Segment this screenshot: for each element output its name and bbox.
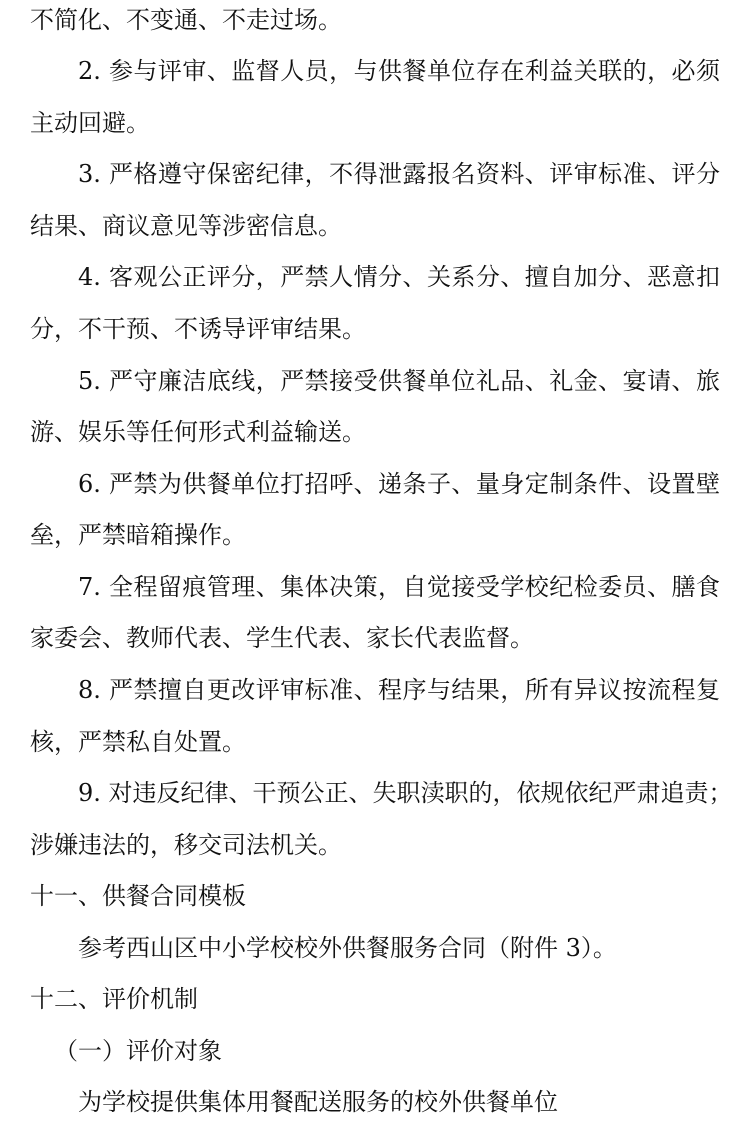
section-11-heading: 十一、供餐合同模板 (30, 882, 246, 910)
item-2-line-2: 主动回避。 (30, 109, 150, 137)
item-2-line-1: 2. 参与评审、监督人员，与供餐单位存在利益关联的，必须 (78, 57, 720, 85)
item-5-line-2: 游、娱乐等任何形式利益输送。 (30, 418, 366, 446)
section-12-heading: 十二、评价机制 (30, 985, 198, 1013)
item-9-line-2: 涉嫌违法的，移交司法机关。 (30, 831, 342, 859)
item-8-line-1: 8. 严禁擅自更改评审标准、程序与结果，所有异议按流程复 (78, 676, 720, 704)
section-12-subheading: （一）评价对象 (54, 1037, 222, 1065)
item-7-line-2: 家委会、教师代表、学生代表、家长代表监督。 (30, 624, 534, 652)
item-4-line-1: 4. 客观公正评分，严禁人情分、关系分、擅自加分、恶意扣 (78, 263, 720, 291)
item-3-line-2: 结果、商议意见等涉密信息。 (30, 212, 342, 240)
item-6-line-1: 6. 严禁为供餐单位打招呼、递条子、量身定制条件、设置壁 (78, 470, 720, 498)
section-12-body: 为学校提供集体用餐配送服务的校外供餐单位 (78, 1088, 558, 1116)
section-11-body: 参考西山区中小学校校外供餐服务合同（附件 3）。 (78, 934, 617, 962)
item-7-line-1: 7. 全程留痕管理、集体决策，自觉接受学校纪检委员、膳食 (78, 573, 720, 601)
item-3-line-1: 3. 严格遵守保密纪律，不得泄露报名资料、评审标准、评分 (78, 160, 720, 188)
item-5-line-1: 5. 严守廉洁底线，严禁接受供餐单位礼品、礼金、宴请、旅 (78, 367, 720, 395)
item-8-line-2: 核，严禁私自处置。 (30, 728, 246, 756)
item-9-line-1: 9. 对违反纪律、干预公正、失职渎职的，依规依纪严肃追责； (78, 779, 733, 807)
item-4-line-2: 分，不干预、不诱导评审结果。 (30, 315, 366, 343)
item-6-line-2: 垒，严禁暗箱操作。 (30, 521, 246, 549)
intro-line: 不简化、不变通、不走过场。 (30, 6, 342, 34)
